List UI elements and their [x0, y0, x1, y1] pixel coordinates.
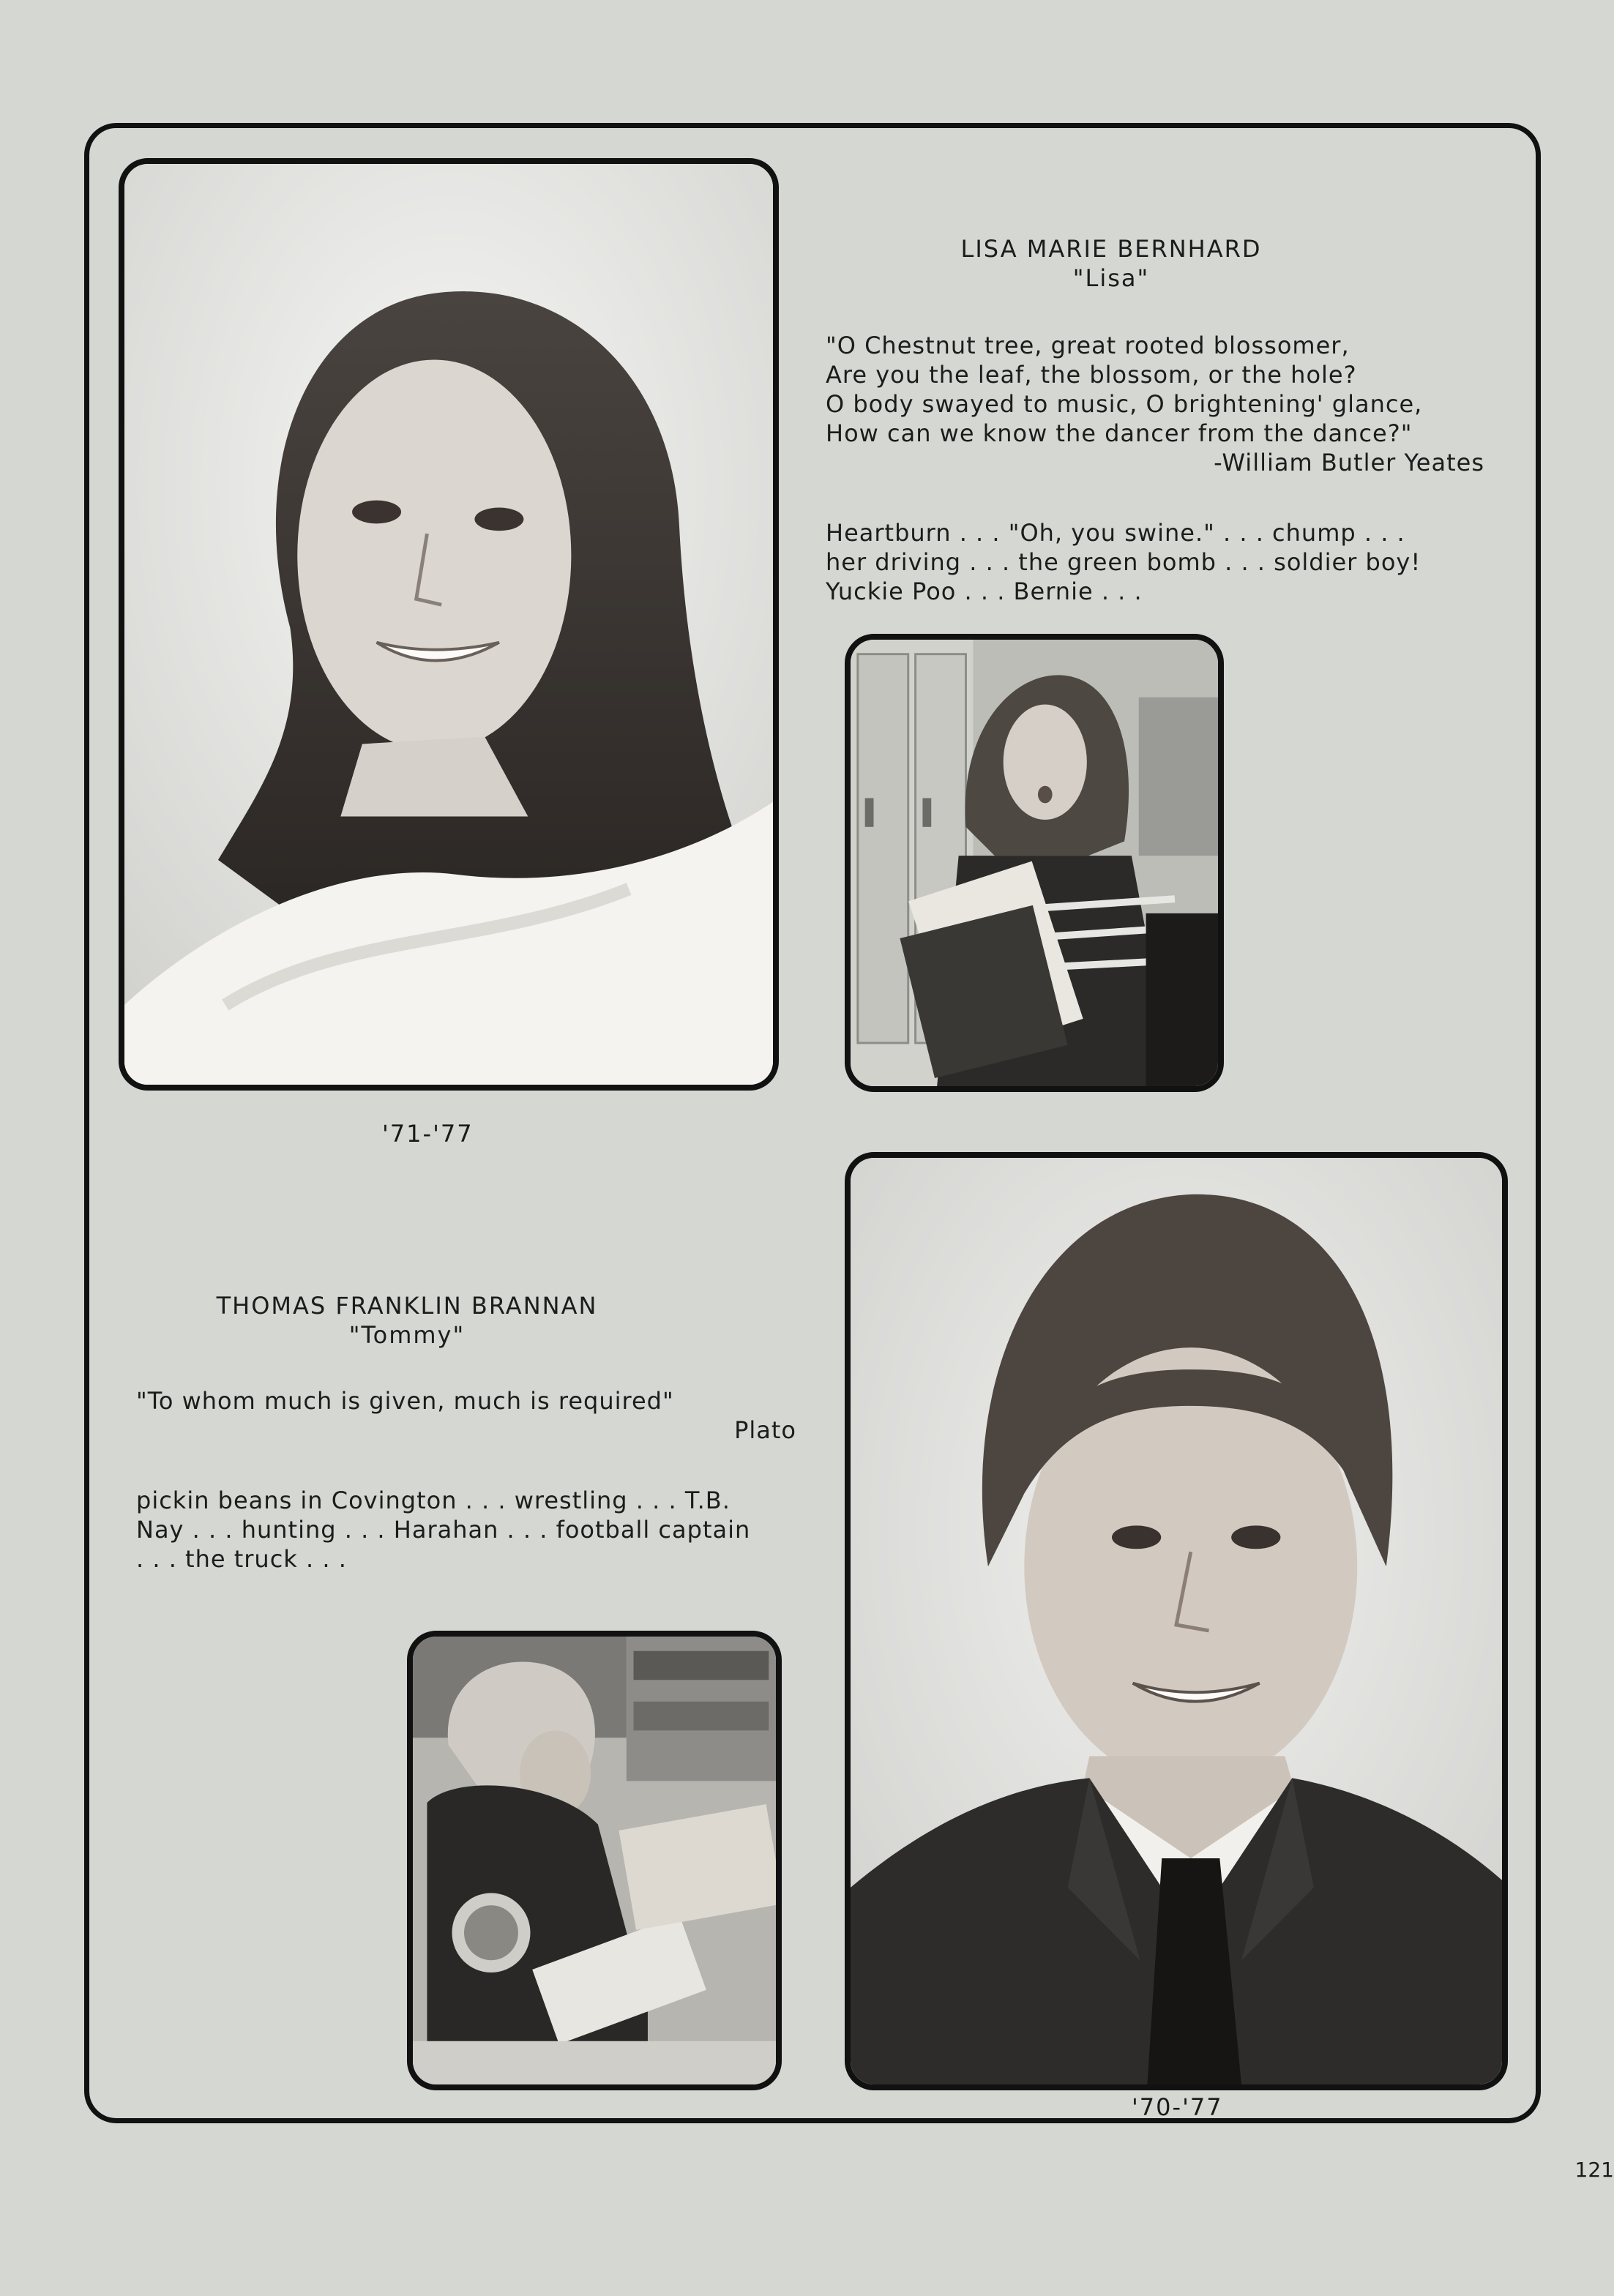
- lisa-quote-line: Are you the leaf, the blossom, or the hole?: [826, 361, 1357, 389]
- lisa-quote-line: "O Chestnut tree, great rooted blossomer,: [826, 332, 1350, 359]
- lisa-quote-line: O body swayed to music, O brightening' glance,: [826, 390, 1423, 418]
- lisa-years: '71-'77: [382, 1120, 474, 1148]
- tommy-quote-author: Plato: [734, 1416, 796, 1444]
- tommy-portrait-photo: [845, 1152, 1508, 2090]
- tommy-text-block: [136, 1291, 795, 1574]
- tommy-candid-photo: [407, 1631, 782, 2090]
- tommy-memories-line: Nay . . . hunting . . . Harahan . . . football captain: [136, 1516, 751, 1544]
- tommy-nickname: "Tommy": [348, 1321, 466, 1349]
- lisa-memories-line: her driving . . . the green bomb . . . soldier boy!: [826, 548, 1421, 576]
- tommy-years: '70-'77: [1132, 2093, 1223, 2121]
- lisa-portrait-photo: [119, 158, 779, 1091]
- lisa-memories-line: Yuckie Poo . . . Bernie . . .: [826, 577, 1143, 605]
- lisa-text-block: [826, 234, 1484, 606]
- tommy-memories-line: pickin beans in Covington . . . wrestling . . . T.B.: [136, 1487, 731, 1514]
- lisa-quote-line: How can we know the dancer from the dance?": [826, 419, 1413, 447]
- lisa-nickname: "Lisa": [1072, 264, 1150, 292]
- tommy-quote-line: "To whom much is given, much is required": [136, 1387, 674, 1415]
- page-number: 121: [1574, 2158, 1614, 2182]
- lisa-name: LISA MARIE BERNHARD: [960, 235, 1262, 263]
- lisa-candid-photo: [845, 634, 1224, 1092]
- lisa-quote-author: -William Butler Yeates: [1214, 449, 1484, 476]
- tommy-name: THOMAS FRANKLIN BRANNAN: [216, 1292, 598, 1320]
- lisa-memories-line: Heartburn . . . "Oh, you swine." . . . chump . . .: [826, 519, 1405, 547]
- tommy-memories-line: . . . the truck . . .: [136, 1545, 347, 1573]
